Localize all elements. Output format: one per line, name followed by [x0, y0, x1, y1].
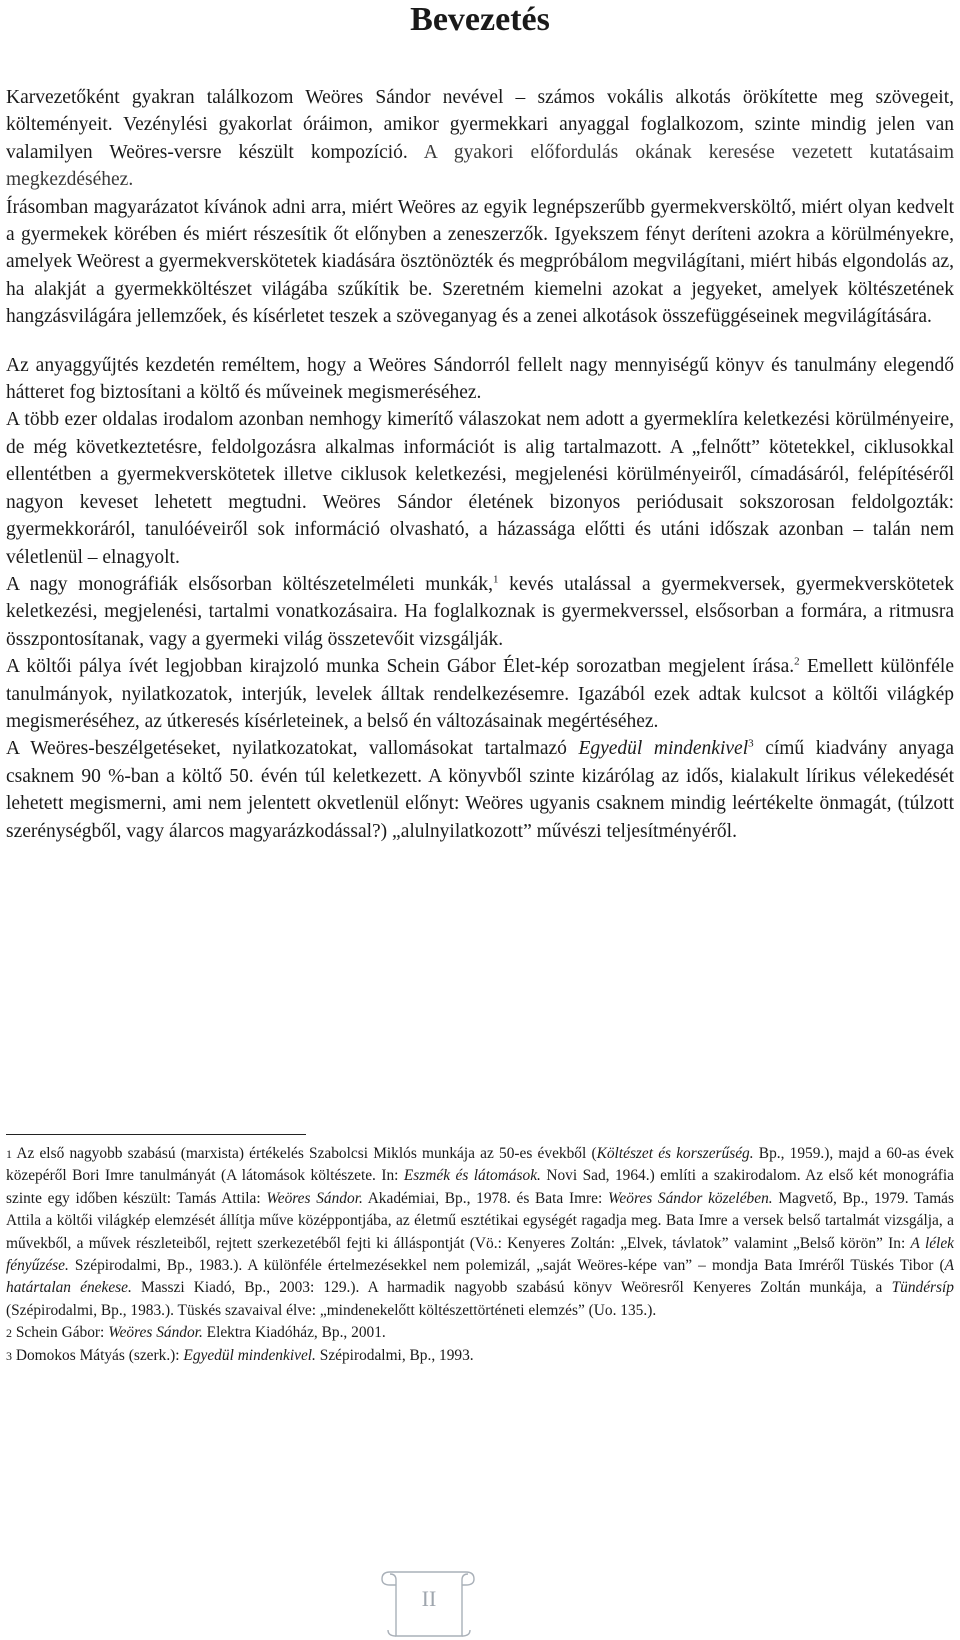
- book-title: Egyedül mindenkivel: [578, 738, 749, 760]
- footnote-title: Eszmék és látomások.: [403, 1167, 541, 1185]
- footnote-item: [6, 1322, 954, 1344]
- paragraph-text: című kiadvány anyaga csaknem 90 %-ban a költő 50. évén túl keletkezett. A könyvből szinte kizárólag az idős, kialakult lírikus vélekedését lehetett megismerni, ami nem jelentett okvetlenül előnyt: Weöres ugyanis csaknem mindig leértékelte önmagát, (túlzott szerénységből, vagy álarcos magyarázkodással?) „alulnyilatkozott” művészi teljesítményéről.: [6, 738, 955, 842]
- paragraph-literature: [6, 406, 954, 570]
- footnote-text: Domokos Mátyás (szerk.):: [15, 1346, 184, 1364]
- paragraph-collection-start: [6, 352, 954, 407]
- footnotes: [6, 1143, 954, 1367]
- footnote-title: Költészet és korszerűség.: [596, 1145, 754, 1162]
- paragraph-text: A költői pálya ívét legjobban kirajzoló munka Schein Gábor Élet-kép sorozatban megjelent írása.: [6, 656, 795, 678]
- footnote-ref[interactable]: 2: [794, 655, 800, 668]
- footnote-title: A határtalan énekese.: [6, 1257, 954, 1297]
- footnote-title: Tündérsíp: [891, 1279, 954, 1297]
- footnote-number: 2: [6, 1326, 12, 1341]
- paragraph-text: A gyakori előfordulás okának keresése vezetett kutatásaim megkezdéséhez.: [6, 141, 954, 191]
- page-number-scroll: [376, 1562, 482, 1640]
- paragraph-text: Az anyaggyűjtés kezdetén reméltem, hogy a Weöres Sándorról fellelt nagy mennyiségű könyv és tanulmány elegendő hátteret fog biztosítani a költő és műveinek megismeréséhez.: [6, 354, 954, 404]
- body-text: [6, 84, 954, 845]
- paragraph-interviews: [6, 735, 954, 845]
- footnote-text: (Szépirodalmi, Bp., 1983.). Tüskés szavaival élve: „mindenekelőtt költészettörténeti elemzés” (Uo. 135.).: [6, 1301, 657, 1319]
- footnote-text: Elektra Kiadóház, Bp., 2001.: [202, 1324, 386, 1342]
- footnote-title: Weöres Sándor közelében.: [608, 1189, 773, 1207]
- paragraph-text: kevés utalással a gyermekversek, gyermekverskötetek keletkezési, megjelenési, tartalmi vonatkozásaira. Ha foglalkoznak is gyermekverssel, elsősorban a formára, a ritmusra összpontosítanak, vagy a gyermeki világ összetevőit vizsgálják.: [6, 573, 954, 650]
- footnote-title: A lélek fényűzése.: [6, 1234, 954, 1275]
- paragraph-text: Írásomban magyarázatot kívánok adni arra, miért Weöres az egyik legnépszerűbb gyermekversköltő, miért olyan kedvelt a gyermekek körében és miért részesítik őt előnyben a zeneszerzők. Igyekszem fényt deríteni azokra a körülményekre, amelyek Weörest a gyermekverskötetek kiadására ösztönözték és megpróbálom megvilágítani, miért hibás elgondolás az, ha alakját a gyermekköltészet világába szűkítik be. Szeretném kiemelni azokat a jegyeket, amelyek költészetének hangzásvilágára jellemzőek, és kísérletet teszek a szöveganyag és a zenei alkotások összefüggéseinek megvilágítására.: [6, 196, 954, 328]
- paragraph-intro: [6, 84, 954, 331]
- footnote-number: 1: [6, 1147, 12, 1161]
- footnote-text: Az első nagyobb szabású (marxista) értékelés Szabolcsi Miklós munkája az 50-es évekből (: [16, 1145, 597, 1162]
- footnote-ref[interactable]: 1: [492, 573, 499, 586]
- paragraph-text: Emellett különféle tanulmányok, nyilatkozatok, interjúk, levelek álltak rendelkezésemre. Igazából ezek adtak kulcsot a költői világkép megismeréséhez, az útkeresés kísérleteinek, a belső én változásainak megértéséhez.: [6, 656, 954, 732]
- footnote-text: Szépirodalmi, Bp., 1993.: [315, 1346, 474, 1364]
- footnote-ref[interactable]: 3: [748, 737, 754, 750]
- paragraph-career: [6, 653, 954, 735]
- footnote-text: Masszi Kiadó, Bp., 2003: 129.). A harmadik nagyobb szabású könyv Weöresről Kenyeres Zoltán munkája, a: [131, 1279, 892, 1297]
- page-title: Bevezetés: [410, 1, 550, 38]
- footnote-number: 3: [6, 1348, 12, 1363]
- paragraph-text: A Weöres-beszélgetéseket, nyilatkozatokat, vallomásokat tartalmazó: [6, 738, 579, 760]
- footnote-text: Magvető, Bp., 1979. Tamás Attila a költői világkép elemzését állítja műve középpontjába, az életmű esztétikai egységét ragadja meg. Bata Imre a versek belső tartalmát vizsgálja, a művekből, a művek részleteiből, rejtett szerkezetéből fejti ki álláspontját (Vö.: Kenyeres Zoltán: „Elvek, távlatok” valamint „Belső körön” In:: [6, 1189, 955, 1252]
- footnote-item: [6, 1345, 954, 1367]
- paragraph-text: A nagy monográfiák elsősorban költészetelméleti munkák,: [6, 573, 493, 595]
- footnote-title: Egyedül mindenkivel.: [183, 1346, 316, 1364]
- footnote-text: Schein Gábor:: [15, 1324, 109, 1342]
- paragraph-text: A több ezer oldalas irodalom azonban nemhogy kimerítő válaszokat nem adott a gyermeklíra keletkezési körülményeire, de még következtetésre, feldolgozásra alkalmas információt is alig tartalmazott. A „felnőtt” kötetekkel, ciklusokkal ellentétben a gyermekverskötetek illetve ciklusok keletkezési, megjelenési körülményeiről, címadásáról, felépítéséről nagyon keveset lehetett megtudni. Weöres Sándor életének bizonyos periódusait sokszorosan feldolgozták: gyermekkoráról, tanulóéveiről sok információ olvasható, a házassága előtti és utáni időszak azonban – talán nem véletlenül – elnagyolt.: [6, 409, 954, 568]
- footnote-separator: [6, 1134, 306, 1135]
- footnote-text: Novi Sad, 1964.) említi a szakirodalom. Az első két monográfia szinte egy időben készült: Tamás Attila:: [6, 1167, 955, 1207]
- footnote-text: Szépirodalmi, Bp., 1983.). A különféle értelmezésekkel nem polemizál, „saját Weöres-képe van” – mondja Bata Imréről Tüskés Tibor (: [68, 1257, 945, 1275]
- paragraph-text: Karvezetőként gyakran találkozom Weöres Sándor nevével – számos vokális alkotás örökítette meg szövegeit, költeményeit. Vezénylési gyakorlat óráimon, amikor gyermekkari anyaggal foglalkozom, szinte mindig jelen van valamilyen Weöres-versre készült kompozíció.: [6, 87, 954, 163]
- footnote-text: Akadémiai, Bp., 1978. és Bata Imre:: [362, 1189, 609, 1207]
- footnote-title: Weöres Sándor.: [108, 1324, 203, 1342]
- paragraph-monographs: [6, 571, 954, 653]
- footnote-title: Weöres Sándor.: [266, 1189, 363, 1207]
- page-number: II: [421, 1586, 437, 1611]
- footnote-text: Bp., 1959.), majd a 60-as évek közepéről Bori Imre tanulmányát (A látomások költészete. In:: [6, 1145, 954, 1185]
- footnote-item: [6, 1143, 954, 1322]
